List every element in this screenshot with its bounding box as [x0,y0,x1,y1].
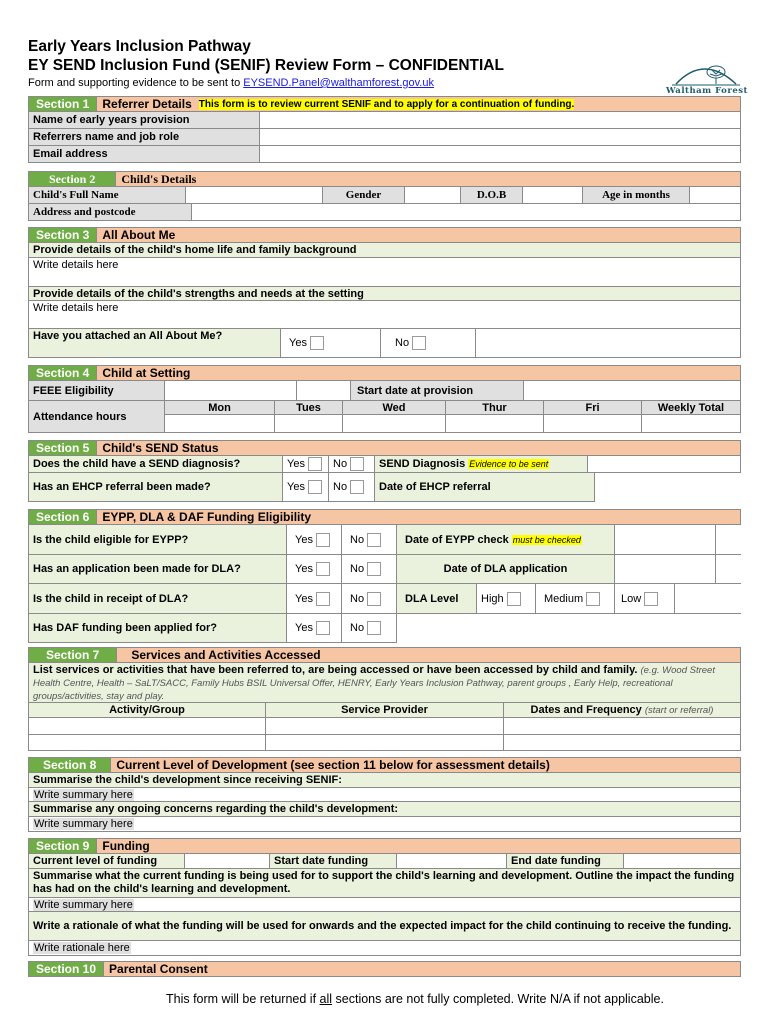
section-6 [28,509,741,643]
rationale-question: Write a rationale of what the funding will be used for onwards and the expected impact for the child continuing to receive the funding. [29,912,740,940]
services-examples: (e.g. Wood Street Health Centre, Health – SaLT/SACC, Family Hubs BSIL Universal Offer, HENRY, Early Years Inclusion Pathway, parent groups , Early Help, recreational groups/activities, stay and play. [33,665,715,702]
section-5-title: Child's SEND Status [102,441,219,455]
section-9-header [28,838,741,854]
checkbox[interactable] [308,480,322,494]
referrer-name-label: Referrers name and job role [29,129,260,145]
yes-label: Yes [287,481,305,493]
email-link[interactable]: EYSEND.Panel@walthamforest.gov.uk [243,77,434,89]
daf-question: Has DAF funding been applied for? [29,614,287,642]
attendance-hours-label: Attendance hours [29,401,165,432]
section-3-header [28,227,741,243]
section-1-note: This form is to review current SENIF and to apply for a continuation of funding. [198,98,575,110]
dla-low[interactable] [615,584,675,613]
checkbox[interactable] [586,592,600,606]
dla-application-question: Has an application been made for DLA? [29,555,287,583]
dates-field[interactable] [504,735,740,750]
checkbox[interactable] [412,336,426,350]
section-10-number: Section 10 [29,962,104,976]
concerns-placeholder: Write summary here [34,818,133,830]
eypp-yes[interactable] [287,525,342,554]
activity-column-header: Activity/Group [29,703,266,717]
checkbox[interactable] [507,592,521,606]
low-label: Low [621,592,642,605]
weekly-total-field[interactable] [642,415,740,432]
all-about-me-yes[interactable] [281,329,381,357]
section-5 [28,440,741,502]
no-label: No [395,337,410,349]
checkbox[interactable] [367,592,381,606]
section-5-number: Section 5 [29,441,97,455]
day-thur: Thur [446,401,544,414]
section-8-number: Section 8 [29,758,111,772]
eypp-date-text: Date of EYPP check [405,533,509,546]
ehcp-no[interactable] [329,473,375,501]
gender-label: Gender [323,187,405,203]
section-8-header [28,757,741,773]
logo-text: Waltham Forest [666,86,748,96]
section-10-title: Parental Consent [109,962,208,976]
referrer-name-field[interactable] [260,129,740,145]
home-life-field[interactable]: Write details here [33,259,119,271]
development-question: Summarise the child's development since receiving SENIF: [29,773,740,787]
yes-label: Yes [295,533,313,546]
submission-instructions [28,77,434,89]
dla-receipt-no[interactable] [342,584,397,613]
checkbox[interactable] [310,336,324,350]
thur-hours-field[interactable] [446,415,544,432]
checkbox[interactable] [316,533,330,547]
funding-level-field[interactable] [185,854,270,868]
footer-text-post: sections are not fully completed. Write N/A if not applicable. [332,992,664,1006]
dla-date-label: Date of DLA application [397,555,615,583]
start-date-label: Start date at provision [351,381,524,400]
no-label: No [350,622,365,634]
section-5-header [28,440,741,456]
section-10 [28,961,741,977]
section-6-title: EYPP, DLA & DAF Funding Eligibility [102,510,312,524]
provider-field[interactable] [266,718,504,734]
send-diagnosis-question: Does the child have a SEND diagnosis? [29,456,283,472]
no-label: No [333,458,348,470]
diagnosis-text: SEND Diagnosis [379,458,466,470]
checkbox[interactable] [350,457,364,471]
checkbox[interactable] [367,621,381,635]
section-9-number: Section 9 [29,839,97,853]
age-field[interactable] [690,187,740,203]
section-2 [28,171,741,221]
funding-end-field[interactable] [624,854,740,868]
wed-hours-field[interactable] [343,415,446,432]
email-label: Email address [29,146,260,162]
checkbox[interactable] [316,562,330,576]
dla-high[interactable] [477,584,536,613]
section-2-title: Child's Details [121,171,197,186]
form-subtitle: EY SEND Inclusion Fund (SENIF) Review Form – CONFIDENTIAL [28,57,504,74]
checkbox[interactable] [367,562,381,576]
activity-field[interactable] [29,718,266,734]
section-7 [28,647,741,751]
dla-app-no[interactable] [342,555,397,583]
yes-label: Yes [295,563,313,575]
ehcp-yes[interactable] [283,473,329,501]
section-4-title: Child at Setting [102,366,191,380]
email-field[interactable] [260,146,740,162]
section-8 [28,757,741,832]
dla-app-yes[interactable] [287,555,342,583]
footer-emphasis: all [319,992,333,1006]
mon-hours-field[interactable] [165,415,275,432]
address-label: Address and postcode [29,204,192,220]
section-9-title: Funding [102,839,150,853]
no-label: No [350,592,365,605]
rationale-field[interactable] [29,941,740,955]
section-4-number: Section 4 [29,366,97,380]
section-9 [28,838,741,956]
no-label: No [333,481,348,493]
section-1-number: Section 1 [29,97,97,111]
submission-text: Form and supporting evidence to be sent to [28,77,244,89]
no-label: No [350,533,365,546]
section-2-header [28,171,741,187]
section-7-title: Services and Activities Accessed [131,648,321,662]
section-7-number: Section 7 [29,648,117,662]
funding-use-field[interactable] [29,898,740,911]
section-2-number: Section 2 [29,172,116,186]
section-10-header [28,961,741,977]
funding-start-field[interactable] [397,854,507,868]
send-no[interactable] [329,456,375,472]
dob-field[interactable] [523,187,583,203]
rationale-placeholder: Write rationale here [34,942,130,954]
section-3 [28,227,741,358]
dla-date-field[interactable] [615,555,716,583]
yes-label: Yes [287,458,305,470]
tues-hours-field[interactable] [275,415,343,432]
provider-column-header: Service Provider [266,703,504,717]
eypp-date-label [397,525,615,554]
development-placeholder: Write summary here [34,788,133,801]
home-life-question: Provide details of the child's home life and family background [29,243,740,257]
fri-hours-field[interactable] [544,415,642,432]
checkbox[interactable] [644,592,658,606]
day-wed: Wed [343,401,446,414]
section-8-title: Current Level of Development (see section 11 below for assessment details) [116,758,550,772]
evidence-note: Evidence to be sent [469,459,549,469]
full-name-field[interactable] [186,187,323,203]
funding-end-label: End date funding [507,854,624,868]
eypp-question: Is the child eligible for EYPP? [29,525,287,554]
day-tues: Tues [275,401,343,414]
ehcp-question: Has an EHCP referral been made? [29,473,283,501]
all-about-me-question: Have you attached an All About Me? [29,329,281,357]
section-6-header [28,509,741,525]
checkbox[interactable] [308,457,322,471]
funding-use-question: Summarise what the current funding is being used for to support the child's learning and development. Outline the impact the funding has had on the child's learning and development. [29,869,740,897]
services-intro [29,663,740,702]
address-field[interactable] [192,204,740,220]
high-label: High [481,592,504,605]
no-label: No [350,563,365,575]
daf-yes[interactable] [287,614,342,642]
section-1 [28,96,741,163]
footer-note [166,992,664,1006]
daf-no[interactable] [342,614,397,642]
development-field[interactable] [29,788,740,801]
funding-use-placeholder: Write summary here [34,898,133,911]
provision-name-field[interactable] [260,112,740,128]
dla-receipt-yes[interactable] [287,584,342,613]
provision-name-label: Name of early years provision [29,112,260,128]
dates-column-header [504,703,740,717]
services-instruction: List services or activities that have been referred to, are being accessed or have been accessed by child and family. [33,664,638,676]
dates-field[interactable] [504,718,740,734]
dla-medium[interactable] [536,584,615,613]
dates-column-label: Dates and Frequency [530,704,642,716]
checkbox[interactable] [350,480,364,494]
concerns-field[interactable] [29,817,740,831]
checkbox[interactable] [367,533,381,547]
checkbox[interactable] [316,592,330,606]
dob-label: D.O.B [461,187,523,203]
start-date-field[interactable] [524,381,740,400]
section-4 [28,365,741,433]
eypp-date-field[interactable] [615,525,716,554]
day-fri: Fri [544,401,642,414]
ehcp-date-label: Date of EHCP referral [375,473,594,501]
funding-level-label: Current level of funding [29,854,185,868]
activity-field[interactable] [29,735,266,750]
must-be-checked-note: must be checked [512,534,581,545]
gender-field[interactable] [405,187,461,203]
section-3-number: Section 3 [29,228,97,242]
feee-label: FEEE Eligibility [29,381,165,400]
yes-label: Yes [289,337,307,349]
age-label: Age in months [583,187,690,203]
send-diagnosis-label [375,456,588,472]
checkbox[interactable] [316,621,330,635]
footer-text-pre: This form will be returned if [166,992,320,1006]
section-1-header [28,96,741,112]
funding-start-label: Start date funding [270,854,397,868]
dla-receipt-question: Is the child in receipt of DLA? [29,584,287,613]
strengths-field[interactable]: Write details here [33,302,119,314]
provider-field[interactable] [266,735,504,750]
section-6-number: Section 6 [29,510,97,524]
section-7-header [28,647,741,663]
yes-label: Yes [295,622,313,634]
send-yes[interactable] [283,456,329,472]
feee-field[interactable] [165,381,297,400]
eypp-no[interactable] [342,525,397,554]
concerns-question: Summarise any ongoing concerns regarding the child's development: [29,802,740,816]
section-3-title: All About Me [102,228,176,242]
form-title: Early Years Inclusion Pathway [28,38,251,55]
yes-label: Yes [295,592,313,605]
medium-label: Medium [544,592,584,605]
dla-level-label: DLA Level [397,584,477,613]
section-1-title: Referrer Details [102,97,192,111]
strengths-question: Provide details of the child's strengths and needs at the setting [29,287,740,300]
weekly-total: Weekly Total [642,401,740,414]
dates-column-note: (start or referral) [644,704,714,716]
full-name-label: Child's Full Name [29,187,186,203]
all-about-me-no[interactable] [381,329,476,357]
section-4-header [28,365,741,381]
send-diagnosis-field[interactable] [588,456,740,472]
day-mon: Mon [165,401,275,414]
